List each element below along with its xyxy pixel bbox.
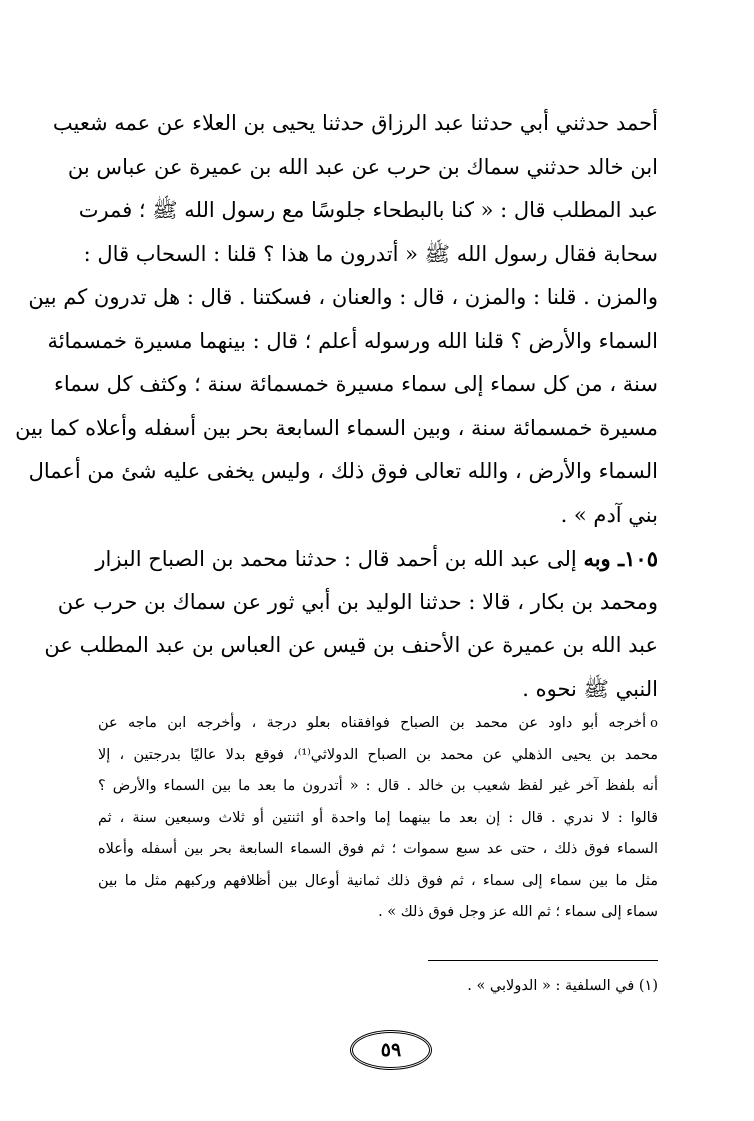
text-line: عبد المطلب قال : « كنا بالبطحاء جلوسًا مع رسول الله ﷺ ؛ فمرت (78, 198, 658, 222)
text-line: بني آدم » . (560, 502, 658, 527)
text-line: محمد بن يحيى الذهلي عن محمد بن الصباح الدولاثي⁽¹⁾، فوقع بدلا عاليًا بدرجتين ، إلا (98, 746, 658, 763)
text-line: مسيرة خمسمائة سنة ، وبين السماء السابعة بحر بين أسفله وأعلاه كما بين (15, 415, 658, 440)
commentary-marker: o (650, 716, 658, 731)
footnote-divider (428, 960, 658, 961)
main-text (15, 102, 658, 537)
text-line: سحابة فقال رسول الله ﷺ « أتدرون ما هذا ؟ قلنا : السحاب قال : (83, 241, 658, 266)
text-line: ومحمد بن بكار ، قالا : حدثنا الوليد بن أبي ثور عن سماك بن حرب عن (57, 589, 658, 614)
footnote: (١) في السلفية : « الدولابي » . (467, 978, 658, 994)
hadith-text: إلى عبد الله بن أحمد قال : حدثنا محمد بن الصباح البزار (95, 547, 577, 571)
text-line: عبد الله بن عميرة عن الأحنف بن قيس عن العباس بن عبد المطلب عن (44, 633, 658, 657)
commentary (98, 708, 658, 929)
text-line: مثل ما بين سماء إلى سماء ، ثم فوق ذلك ثمانية أوعال بين أظلافهم وركبهم مثل ما بين (98, 872, 658, 889)
page-number-text: ٥٩ (380, 1039, 402, 1061)
text-line: سنة ، من كل سماء إلى سماء مسيرة خمسمائة سنة ؛ وكثف كل سماء (53, 372, 658, 396)
text-line: أحمد حدثني أبي حدثنا عبد الرزاق حدثنا يحيى بن العلاء عن عمه شعيب (52, 111, 658, 135)
text-line: قالوا : لا ندري . قال : إن بعد ما بينهما إما واحدة أو اثنتين أو ثلاث وسبعين سنة ، ثم (98, 809, 658, 826)
text-line: ابن خالد حدثني سماك بن حرب عن عبد الله بن عميرة عن عباس بن (67, 154, 658, 179)
page-number (350, 1030, 432, 1070)
text-line: والمزن . قلنا : والمزن ، قال : والعنان ، فسكتنا . قال : هل تدرون كم بين (28, 285, 658, 309)
text-line: السماء والأرض ؟ قلنا الله ورسوله أعلم ؛ قال : بينهما مسيرة خمسمائة (47, 328, 658, 353)
hadith-number: ١٠٥ـ وبه (583, 546, 658, 571)
text-line: أنه بلفظ آخر غير لفظ شعيب بن خالد . قال : « أتدرون ما بعد ما بين السماء والأرض ؟ (98, 778, 658, 794)
text-line: النبي ﷺ نحوه . (522, 676, 658, 701)
commentary-first-line (98, 708, 658, 740)
hadith-first-line (95, 537, 658, 581)
commentary-text: أخرجه أبو داود عن محمد بن الصباح فوافقناه بعلو درجة ، وأخرجه ابن ماجه عن (98, 715, 647, 731)
text-line: سماء إلى سماء ؛ ثم الله عز وجل فوق ذلك » . (378, 904, 658, 920)
text-line: السماء والأرض ، والله تعالى فوق ذلك ، وليس يخفى عليه شئ من أعمال (28, 459, 658, 483)
text-line: السماء فوق ذلك ، حتى عد سبع سموات ؛ ثم فوق السماء السابعة بحر بين أسفله وأعلاه (98, 841, 658, 857)
hadith-105 (44, 537, 658, 711)
